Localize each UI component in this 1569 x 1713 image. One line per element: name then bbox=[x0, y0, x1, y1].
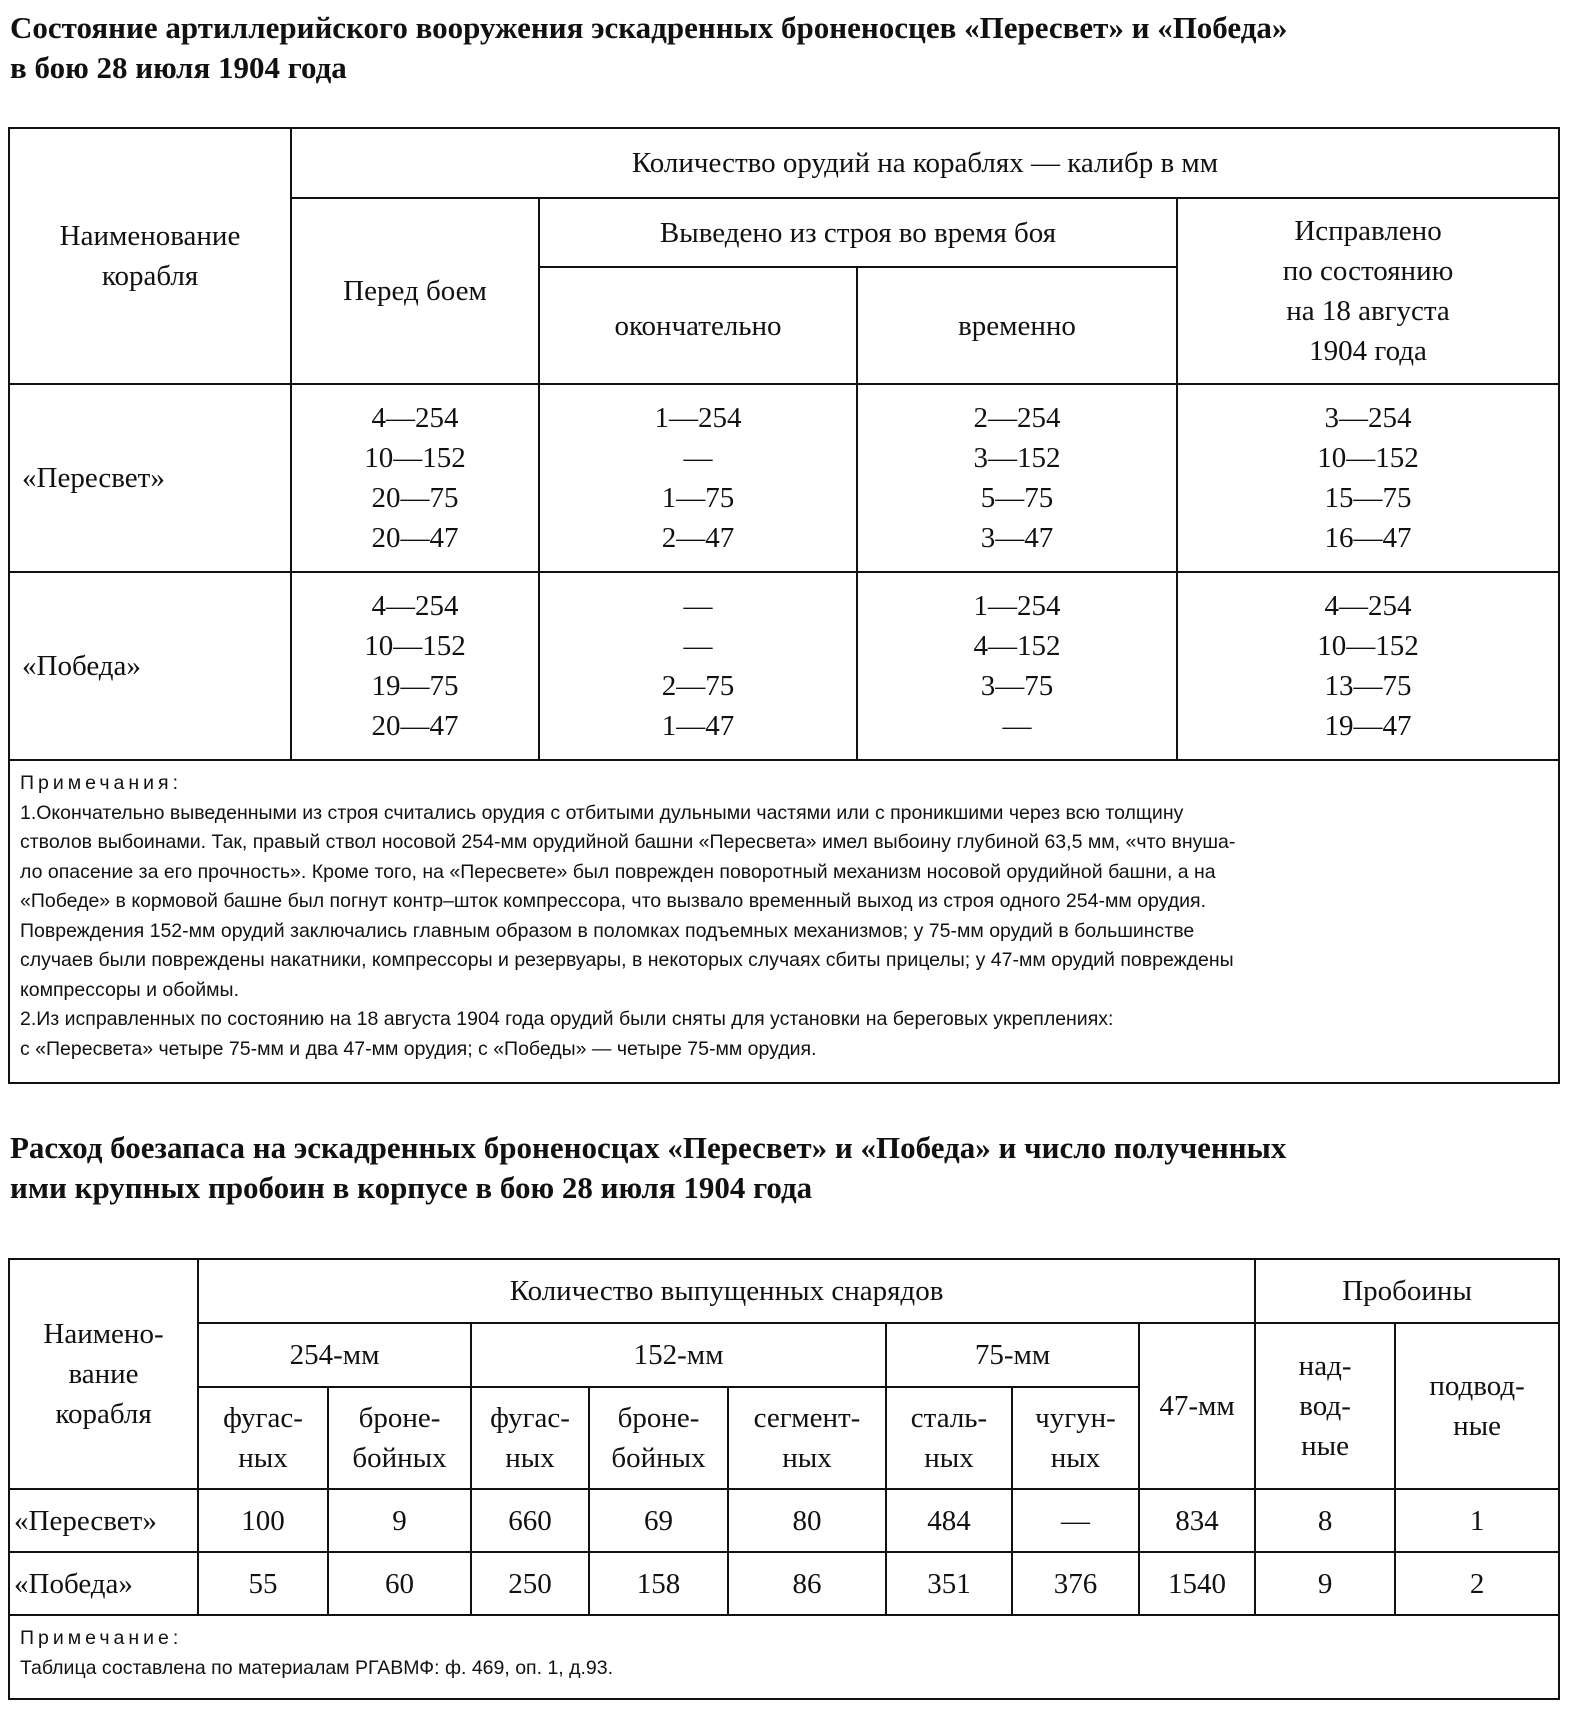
t2-header-254-he: фугас- ных bbox=[198, 1387, 328, 1489]
table2-title bbox=[10, 1128, 1560, 1208]
t1-cell-temporary: 1—254 4—152 3—75 — bbox=[857, 572, 1177, 760]
t2-header-ship-name: Наимено- вание корабля bbox=[9, 1259, 198, 1489]
table1-title bbox=[10, 8, 1560, 88]
t2-header-152mm: 152-мм bbox=[471, 1323, 886, 1387]
t2-note-text: Таблица составлена по материалам РГАВМФ: ф. 469, оп. 1, д.93. bbox=[20, 1656, 614, 1679]
table1-title-line2: в бою 28 июля 1904 года bbox=[10, 50, 347, 85]
t2-header-254-ap: броне- бойных bbox=[328, 1387, 471, 1489]
t2-header-shells: Количество выпущенных снарядов bbox=[198, 1259, 1255, 1323]
table2-title-line1: Расход боезапаса на эскадренных броненосцах «Пересвет» и «Победа» и число полученных bbox=[10, 1130, 1287, 1165]
t2-header-75-iron: чугун- ных bbox=[1012, 1387, 1139, 1489]
t2-header-152-seg: сегмент- ных bbox=[728, 1387, 886, 1489]
t1-note-line: «Победе» в кормовой башне был погнут контр–шток компрессора, что вызвало временный выход из строя одного 254-мм орудия. bbox=[20, 890, 1207, 912]
t2-header-152-he: фугас- ных bbox=[471, 1387, 589, 1489]
t2-cell: 158 bbox=[589, 1552, 728, 1615]
t1-cell-before: 4—254 10—152 20—75 20—47 bbox=[291, 384, 539, 572]
t2-cell: 834 bbox=[1139, 1489, 1255, 1552]
t1-header-disabled: Выведено из строя во время боя bbox=[539, 198, 1177, 267]
t2-header-underwater: подвод- ные bbox=[1395, 1323, 1559, 1489]
t2-cell: 86 bbox=[728, 1552, 886, 1615]
t1-note-line: с «Пересвета» четыре 75-мм и два 47-мм орудия; с «Победы» — четыре 75-мм орудия. bbox=[20, 1037, 817, 1060]
t2-cell: 69 bbox=[589, 1489, 728, 1552]
t2-cell: 1 bbox=[1395, 1489, 1559, 1552]
table1-title-line1: Состояние артиллерийского вооружения эскадренных броненосцев «Пересвет» и «Победа» bbox=[10, 10, 1288, 45]
t1-notes bbox=[9, 760, 1559, 1083]
t1-header-temporary: временно bbox=[857, 267, 1177, 384]
t2-header-75-steel: сталь- ных bbox=[886, 1387, 1012, 1489]
t1-note-line: 1.Окончательно выведенными из строя считались орудия с отбитыми дульными частями или с проникшими через всю толщину bbox=[20, 801, 1184, 824]
t2-cell: 9 bbox=[1255, 1552, 1395, 1615]
table-row bbox=[9, 1489, 1559, 1552]
t2-row-name: «Пересвет» bbox=[9, 1489, 198, 1552]
artillery-status-table bbox=[8, 127, 1560, 1084]
t2-cell: 484 bbox=[886, 1489, 1012, 1552]
t2-note bbox=[9, 1615, 1559, 1699]
t1-cell-before: 4—254 10—152 19—75 20—47 bbox=[291, 572, 539, 760]
t1-header-ship-name: Наименование корабля bbox=[9, 128, 291, 384]
t1-note-line: Повреждения 152-мм орудий заключались главным образом в поломках подъемных механизмов; у 75-мм орудий в большинстве bbox=[20, 919, 1195, 942]
t1-row-name: «Победа» bbox=[9, 572, 291, 760]
t1-note-line: случаев были повреждены накатники, компрессоры и резервуары, в некоторых случаях сбиты прицелы; у 47-мм орудий повреждены bbox=[20, 949, 1234, 971]
t2-header-152-ap: броне- бойных bbox=[589, 1387, 728, 1489]
t2-header-47mm: 47-мм bbox=[1139, 1323, 1255, 1489]
t1-cell-temporary: 2—254 3—152 5—75 3—47 bbox=[857, 384, 1177, 572]
t2-cell: 250 bbox=[471, 1552, 589, 1615]
t1-header-repaired: Исправлено по состоянию на 18 августа 1904 года bbox=[1177, 198, 1559, 384]
t1-note-line: 2.Из исправленных по состоянию на 18 августа 1904 года орудий были сняты для установки на береговых укреплениях: bbox=[20, 1008, 1114, 1030]
ammunition-table bbox=[8, 1258, 1560, 1700]
t2-cell: 8 bbox=[1255, 1489, 1395, 1552]
t2-cell: 60 bbox=[328, 1552, 471, 1615]
t1-cell-final: — — 2—75 1—47 bbox=[539, 572, 857, 760]
t1-header-before-battle: Перед боем bbox=[291, 198, 539, 384]
t1-note-line: компрессоры и обоймы. bbox=[20, 978, 239, 1001]
t1-cell-repaired: 3—254 10—152 15—75 16—47 bbox=[1177, 384, 1559, 572]
t1-note-line: ло опасение за его прочность». Кроме того, на «Пересвете» был поврежден поворотный механизм носовой орудийной башни, а на bbox=[20, 860, 1216, 883]
t1-header-guns-group: Количество орудий на кораблях — калибр в мм bbox=[291, 128, 1559, 198]
t2-cell: 100 bbox=[198, 1489, 328, 1552]
t2-header-holes: Пробоины bbox=[1255, 1259, 1559, 1323]
t1-row-name: «Пересвет» bbox=[9, 384, 291, 572]
t1-header-final: окончательно bbox=[539, 267, 857, 384]
t2-header-254mm: 254-мм bbox=[198, 1323, 471, 1387]
t2-cell: 660 bbox=[471, 1489, 589, 1552]
t2-cell: 80 bbox=[728, 1489, 886, 1552]
t2-row-name: «Победа» bbox=[9, 1552, 198, 1615]
t2-cell: 9 bbox=[328, 1489, 471, 1552]
t1-notes-heading: Примечания: bbox=[20, 772, 182, 794]
t2-cell: 1540 bbox=[1139, 1552, 1255, 1615]
t1-cell-final: 1—254 — 1—75 2—47 bbox=[539, 384, 857, 572]
t2-cell: 55 bbox=[198, 1552, 328, 1615]
t2-cell: 2 bbox=[1395, 1552, 1559, 1615]
table-row bbox=[9, 572, 1559, 760]
t2-header-75mm: 75-мм bbox=[886, 1323, 1139, 1387]
table2-title-line2: ими крупных пробоин в корпусе в бою 28 июля 1904 года bbox=[10, 1170, 813, 1205]
t2-cell: — bbox=[1012, 1489, 1139, 1552]
table-row bbox=[9, 384, 1559, 572]
t2-cell: 376 bbox=[1012, 1552, 1139, 1615]
t2-note-heading: Примечание: bbox=[20, 1627, 183, 1649]
t2-header-above-water: над- вод- ные bbox=[1255, 1323, 1395, 1489]
t2-cell: 351 bbox=[886, 1552, 1012, 1615]
table-row bbox=[9, 1552, 1559, 1615]
t1-note-line: стволов выбоинами. Так, правый ствол носовой 254-мм орудийной башни «Пересвета» имел выбоину глубиной 63,5 мм, «что внуша- bbox=[20, 831, 1236, 853]
t1-cell-repaired: 4—254 10—152 13—75 19—47 bbox=[1177, 572, 1559, 760]
